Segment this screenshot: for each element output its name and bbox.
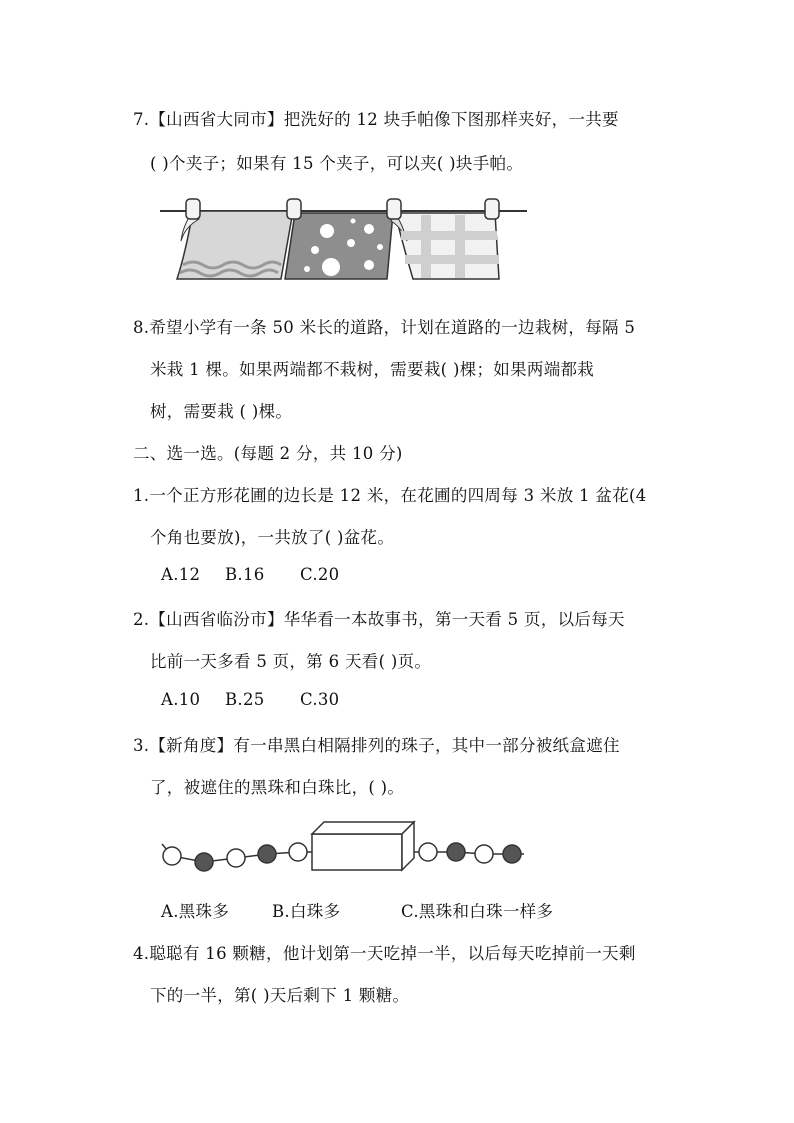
q8-line-3: 树，需要栽 ( )棵。 [150,402,293,421]
white-bead [289,843,307,861]
c1-option-a: A.12 [161,565,201,584]
c1-line-1: 1.一个正方形花圃的边长是 12 米，在花圃的四周每 3 米放 1 盆花(4 [133,486,647,505]
black-bead [258,845,276,863]
c4-line-2: 下的一半，第( )天后剩下 1 颗糖。 [150,986,410,1005]
c2-line-1: 2.【山西省临汾市】华华看一本故事书，第一天看 5 页，以后每天 [133,610,625,629]
q7-line-1: 7.【山西省大同市】把洗好的 12 块手帕像下图那样夹好，一共要 [133,110,619,129]
section-2-heading: 二、选一选。(每题 2 分，共 10 分) [133,444,403,463]
q8-line-2: 米栽 1 棵。如果两端都不栽树，需要栽( )棵；如果两端都栽 [150,360,595,379]
black-bead [447,843,465,861]
c3-option-c: C.黑珠和白珠一样多 [401,902,554,921]
c4-line-1: 4.聪聪有 16 颗糖，他计划第一天吃掉一半，以后每天吃掉前一天剩 [133,944,636,963]
beads-figure [158,818,528,880]
handkerchief-figure [155,195,535,290]
handkerchief-plaid [391,213,499,279]
black-bead [503,845,521,863]
c1-option-b: B.16 [225,565,265,584]
white-bead [163,847,181,865]
c3-line-1: 3.【新角度】有一串黑白相隔排列的珠子，其中一部分被纸盒遮住 [133,736,620,755]
c2-option-a: A.10 [161,690,201,709]
paper-box [312,822,414,870]
handkerchief-wavy [177,211,293,279]
c3-line-2: 了，被遮住的黑珠和白珠比，( )。 [150,778,405,797]
c1-option-c: C.20 [300,565,340,584]
c2-option-b: B.25 [225,690,265,709]
c2-line-2: 比前一天多看 5 页，第 6 天看( )页。 [150,652,432,671]
white-bead [227,849,245,867]
q8-line-1: 8.希望小学有一条 50 米长的道路，计划在道路的一边栽树，每隔 5 [133,318,636,337]
c3-option-b: B.白珠多 [272,902,341,921]
handkerchief-dots [285,213,393,279]
c1-line-2: 个角也要放)，一共放了( )盆花。 [150,528,395,547]
white-bead [475,845,493,863]
c3-option-a: A.黑珠多 [161,902,230,921]
c2-option-c: C.30 [300,690,340,709]
white-bead [419,843,437,861]
q7-line-2: ( )个夹子；如果有 15 个夹子，可以夹( )块手帕。 [150,154,524,173]
black-bead [195,853,213,871]
